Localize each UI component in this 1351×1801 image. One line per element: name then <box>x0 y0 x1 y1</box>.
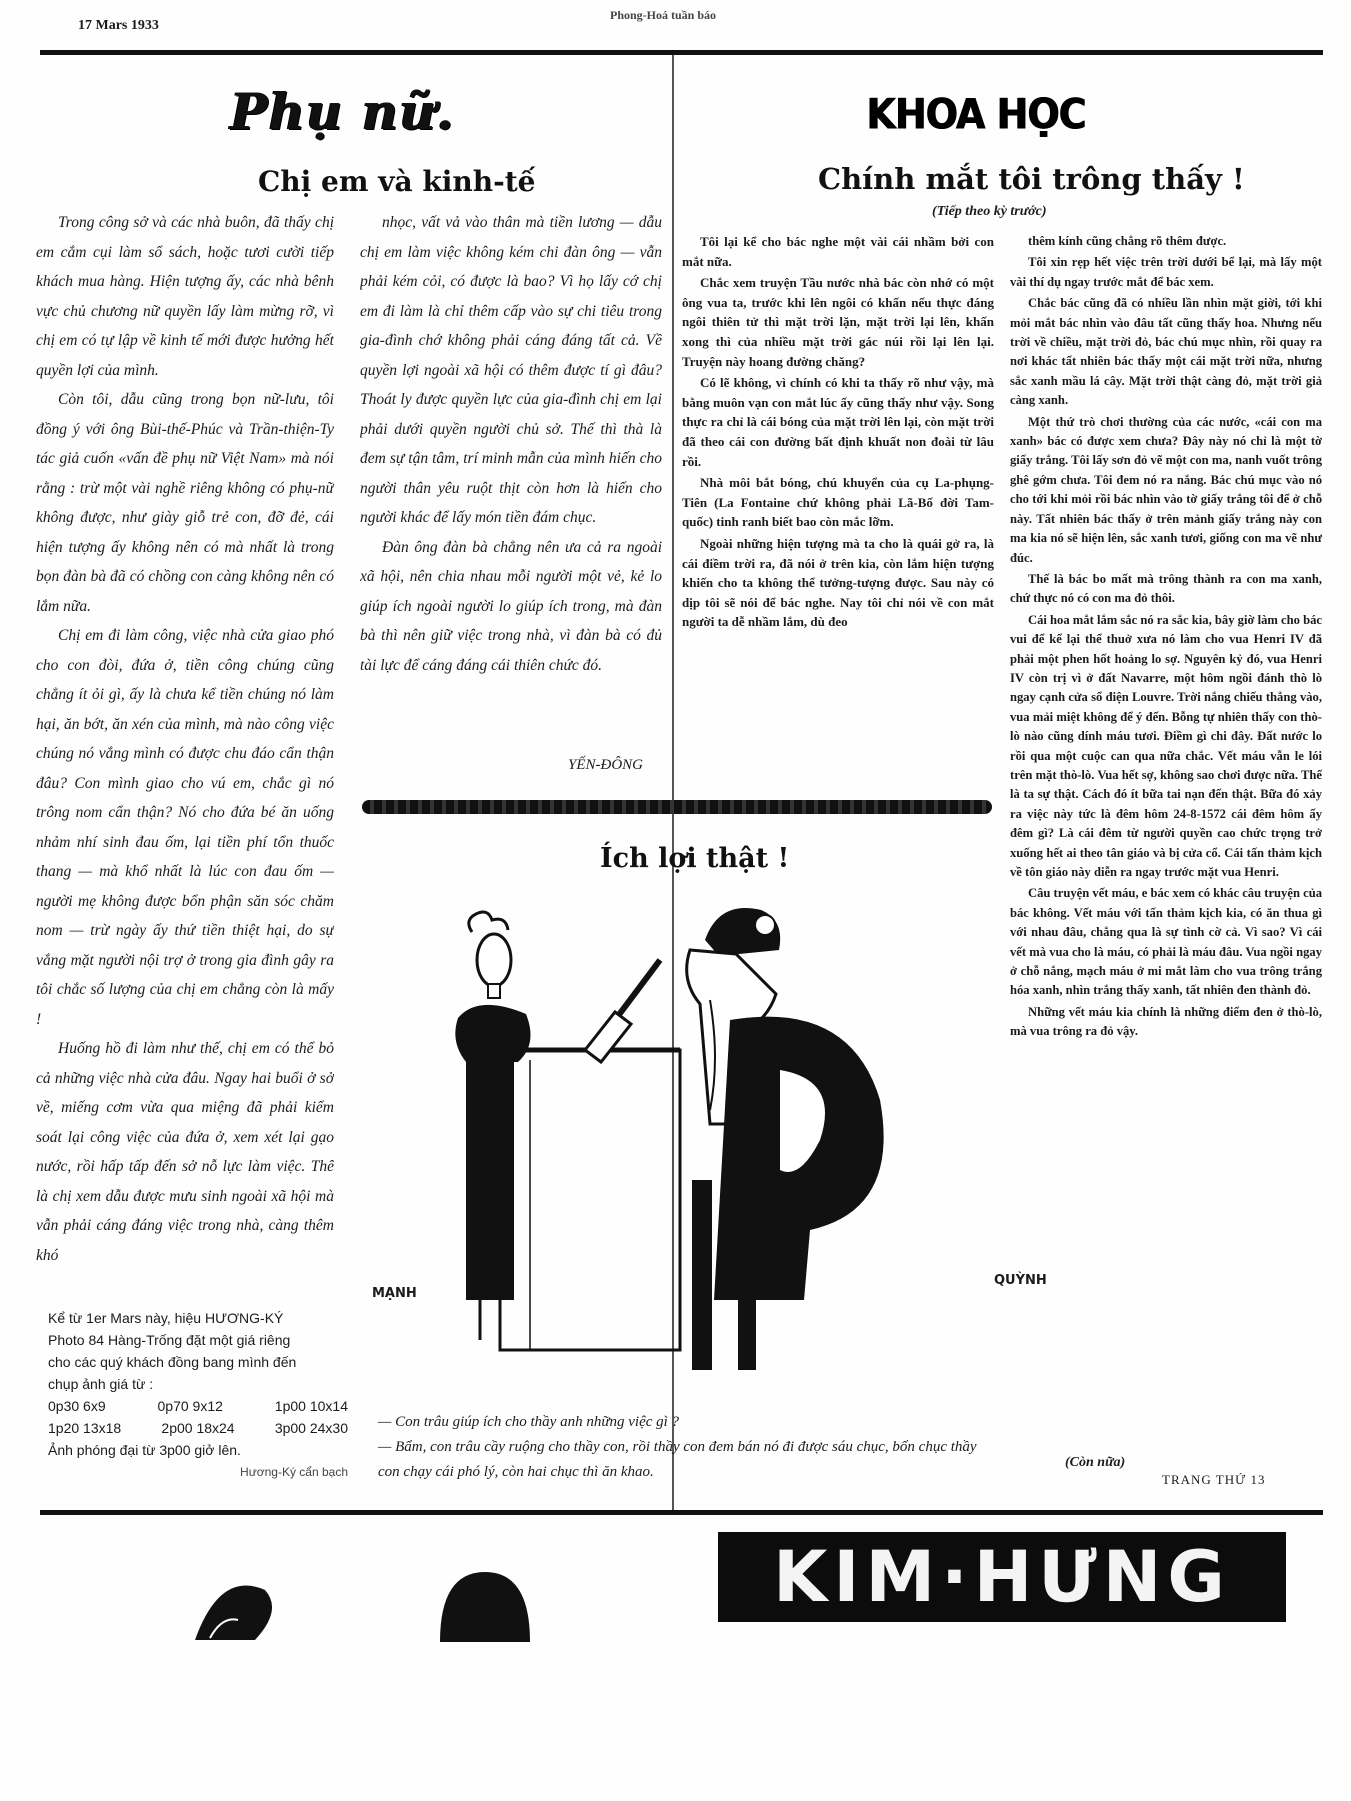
paragraph: Những vết máu kia chính là những điểm đen ở thò-lò, mà vua trông ra đỏ vậy. <box>1010 1004 1322 1039</box>
cartoonist-signature-left: MẠNH <box>372 1286 417 1301</box>
caption-answer: — Bẩm, con trâu cầy ruộng cho thầy con, rồi thầy con đem bán nó đi được sáu chục, bốn chục thầy con chạy cái phó lý, còn hai chục thì ăn khao. <box>378 1439 977 1480</box>
decorative-motifs <box>190 1560 530 1650</box>
phu-nu-column-1 <box>36 208 334 1283</box>
article-subtitle: (Tiếp theo kỳ trước) <box>932 204 1047 219</box>
ad-line: Kể từ 1er Mars này, hiệu HƯƠNG-KÝ <box>48 1310 284 1326</box>
paragraph: Huống hồ đi làm như thế, chị em có thể bỏ cả những việc nhà cửa đâu. Ngay hai buổi ở sở về, miếng cơm vừa qua miệng đã phải kiểm soát lại công việc của đứa ở, xem xét lại gạo nước, rồi hấp tấp đến sở nỗ lực làm việc. Thế là chị xem dẫu được mưu sinh ngoài xã hội mà vẫn phải cáng đáng việc trong nhà, càng thêm khó <box>36 1040 334 1264</box>
paragraph: Chắc xem truyện Tầu nước nhà bác còn nhớ có một ông vua ta, trước khi lên ngôi có khấn nếu thực đáng ngôi thiên tử thì mặt trời lặn, mặt trời lại lên, khấn xong thì của nhiều mặt trời gác núi rồi lại lên lại. Truyện này hoang đường chăng? <box>682 275 994 369</box>
khoa-hoc-column-1 <box>682 232 994 780</box>
cartoon-title: Ích lợi thật ! <box>600 843 790 874</box>
desk <box>500 1050 680 1350</box>
paragraph: thêm kính cũng chẳng rõ thêm được. <box>1028 234 1227 248</box>
price: 1p20 13x18 <box>48 1420 122 1436</box>
ad-line: Ảnh phóng đại từ 3p00 giở lên. <box>48 1442 241 1458</box>
paragraph: Chị em đi làm công, việc nhà cửa giao phó cho con đòi, đứa ở, tiền công chúng cũng chẳng ít ỏi gì, ấy là chưa kể tiền chúng nó làm hại, ăn bớt, ăn xén của mình, mà nào công việc chúng nó vắng mình có được chu đáo cẩn thận đâu? Con mình giao cho vú em, chắc gì nó trông nom cẩn thận? Nó cho đứa bé ăn uống nhảm nhí sinh đau ốm, lại tiền phí tổn thuốc thang — mà khổ nhất là lúc con đau ốm — người mẹ không được bổn phận săn sóc chăm nom — trừ ngày ấy thứ tiền thiệt hại, do sự vắng mặt người nội trợ ở trong gia đình gây ra tôi chắc số lượng của chị em chẳng còn là mấy ! <box>36 627 334 1028</box>
price: 2p00 18x24 <box>161 1420 235 1436</box>
paragraph: Chắc bác cũng đã có nhiều lần nhìn mặt giời, tới khi mỏi mắt bác nhìn vào đâu tất cũng thấy hoa. Nhưng nếu trời về chiều, mặt trời đỏ, bác chú mục nhìn, rồi quay ra nơi khác tất nhiên bác thấy một cái mặt trời nữa, nhưng sắc xanh mầu lá cây. Mặt trời thật càng đỏ, mặt trời giả càng xanh. <box>1010 296 1322 408</box>
khoa-hoc-column-2 <box>1010 232 1322 1477</box>
price: 0p30 6x9 <box>48 1398 106 1414</box>
price: 1p00 10x14 <box>274 1398 348 1414</box>
header-rule <box>40 50 1323 55</box>
paragraph: Đàn ông đàn bà chẳng nên ưa cả ra ngoài xã hội, nên chia nhau mỗi người một vẻ, kẻ lo giúp ích ngoài người lo giúp ích trong, mà đàn bà thì nên giữ việc trong nhà, vì đàn bà có đủ tài lực để cáng đáng cái thiên chức đó. <box>360 538 662 674</box>
price-row <box>48 1395 348 1417</box>
author-signature: YẾN-ĐÔNG <box>568 757 644 773</box>
caption-question: — Con trâu giúp ích cho thầy anh những việc gì ? <box>378 1414 680 1430</box>
paragraph: Câu truyện vết máu, e bác xem có khác câu truyện của bác không. Vết máu với tấn thảm kịch kia, có ăn thua gì với nhau đâu, chẳng qua là sự tình cờ cả. Vì sao? Vì cái vết mà vua cho là máu, có phải là máu đâu. Vua ngồi ngay ở chỗ nắng, mạch máu ở mi mắt làm cho vua trông trắng hóa xanh, nhìn trắng thấy xanh, tất nhiên đen thành đỏ. <box>1010 886 1322 998</box>
paragraph: Nhà môi bắt bóng, chú khuyển của cụ La-phụng-Tiên (La Fontaine chứ không phải Lã-Bố đời Tam-quốc) tinh ranh biết bao còn mắc lỡm. <box>682 475 994 530</box>
paragraph: Trong công sở và các nhà buôn, đã thấy chị em cắm cụi làm sổ sách, hoặc tươi cười tiếp khách mua hàng. Hiện tượng ấy, các nhà bênh vực chủ chương nữ quyền lấy làm mừng rỡ, vì chị em có tự lập về kinh tế mới được hưởng hết quyền lợi của mình. <box>36 214 334 379</box>
paragraph: Tôi lại kể cho bác nghe một vài cái nhầm bởi con mắt nữa. <box>682 234 994 269</box>
official-figure <box>585 908 884 1370</box>
page-label: Phong-Hoá tuần báo <box>610 8 717 22</box>
paragraph: Có lẽ không, vì chính có khi ta thấy rõ như vậy, mà bằng muôn vạn con mắt lúc ấy cũng thấy như vậy. Song thực ra chỉ là cái bóng của mặt trời lên lại, còn mặt trời đã theo cái con đường bất định khuất non đoài từ lâu rồi. <box>682 375 994 469</box>
footer-rule <box>40 1510 1323 1515</box>
ad-sign: Hương-Ký cẩn bạch <box>240 1465 348 1479</box>
article-title-chi-em: Chị em và kinh-tế <box>258 165 536 198</box>
paragraph: Ngoài những hiện tượng mà ta cho là quái gở ra, là cái điềm trời ra, đã nói ở trên kia, còn lắm hiện tượng khiến cho ta không thể tưởng-tượng được. Sau này có dịp tôi sẽ nói để bác nghe. Nay tôi chỉ nói về con mắt người ta dễ nhầm lắm, dù đeo <box>682 535 994 630</box>
price: 3p00 24x30 <box>274 1420 348 1436</box>
price-row <box>48 1417 348 1439</box>
cartoon-illustration <box>360 880 990 1400</box>
price: 0p70 9x12 <box>157 1398 223 1414</box>
continued-note: (Còn nữa) <box>1065 1455 1126 1470</box>
paragraph: Tôi xin rẹp hết việc trên trời dưới bể lại, mà lấy một vài thí dụ ngay trước mắt để bác xem. <box>1010 255 1322 289</box>
paragraph: Cái hoa mắt lắm sắc nó ra sắc kia, bây giờ làm cho bác vui để kể lại thể thuở xưa nó làm cho vua Henri IV đã phải một phen hốt hoảng lo sợ. Nguyên kỷ đó, vua Henri IV còn trị vì ở đất Navarre, một hôm ngồi đánh thò lò ngay cạnh cửa sổ điện Louvre. Trời nắng chiếu thẳng vào, vua mải miệt không để ý đến. Bỗng tự nhiên thấy con thò-lò nào cũng dính máu tươi. Điềm gì chi đây. Đất nước lo rồi qua một cuộc can qua nữa chắc. Vết máu vẫn le lói trên mặt thò-lò. Vua hết sợ, không sao chơi được nữa. Thế là ta sự thật. Cách đó ít bữa tai nạn đến thật. Bữa đó xảy ra việc này tức là đêm hôm 24-8-1572 cái đêm hôm ấy đêm gì? Là cái đêm từ người quyền cao chức trọng trở xuống hết ai theo tân giáo và bị cửa cổ. Cái tấn thảm kịch về tôn giáo này diễn ra ngay trước mặt vua Henri. <box>1010 612 1322 879</box>
huong-ky-advertisement <box>48 1307 348 1483</box>
section-title-phu-nu: Phụ nữ. <box>230 82 455 141</box>
girl-figure <box>455 912 530 1340</box>
ad-line: Photo 84 Hàng-Trống đặt một giá riêng <box>48 1332 291 1348</box>
phu-nu-column-2 <box>360 208 662 748</box>
paragraph: nhọc, vất vả vào thân mà tiền lương — dẫu chị em làm việc không kém chi đàn ông — vẫn phải kém cỏi, có được là bao? Vì họ lấy cớ chị em đi làm là chỉ thêm cấp vào sự chi tiêu trong gia-đình chớ không phải cáng đáng tất cả. Về quyền lợi ngoài xã hội có thêm được tí gì đâu? Thoát ly được quyền lực của gia-đình chị em lại phải dưới quyền người chủ sở. Thế thì thà là đem sự tận tâm, trí minh mẫn của mình hiến cho người thân yêu ruột thịt còn hơn là hiến cho người khác để lấy món tiền đám chục. <box>360 214 662 526</box>
cartoon-top-band <box>362 800 992 814</box>
section-title-khoa-hoc: KHOA HỌC <box>866 89 1086 139</box>
article-title-chinh-mat: Chính mắt tôi trông thấy ! <box>818 162 1245 196</box>
kim-hung-banner: KIM·HƯNG <box>718 1532 1286 1622</box>
paragraph: Thế là bác bo mất mà trông thành ra con ma xanh, chứ thực nó có con ma đỏ thôi. <box>1010 571 1322 606</box>
issue-date: 17 Mars 1933 <box>78 18 159 33</box>
cartoon-caption <box>378 1410 993 1485</box>
paragraph: Một thứ trò chơi thường của các nước, «cái con ma xanh» bác có được xem chưa? Đây này nó chỉ là một tờ giấy trắng. Tôi lấy sơn đỏ vẽ một con ma, nanh vuốt trông ghê gớm chưa. Tôi đem nó ra nắng. Bác chú mục vào nó cho tới khi mỏi rồi bác nhìn vào tờ giấy trắng tôi để ở chỗ này. Tất nhiên bác thấy ở trên mảnh giấy trắng này con ma kia nó sẽ hiện lên, sắc xanh tươi, giống con ma vẽ như đúc. <box>1010 414 1322 565</box>
ad-line: chụp ảnh giá từ : <box>48 1376 154 1392</box>
cartoonist-signature-right: QUỲNH <box>994 1273 1047 1288</box>
ad-line: cho các quý khách đồng bang mình đến <box>48 1354 297 1370</box>
paragraph: Còn tôi, dẫu cũng trong bọn nữ-lưu, tôi đồng ý với ông Bùi-thế-Phúc và Trần-thiện-Ty tác giả cuốn «vấn đề phụ nữ Việt Nam» mà nói rằng : trừ một vài nghề riêng không có phụ-nữ không được, như giày giỗ trẻ con, đỡ đẻ, cái hiện tượng ấy không nên có mà nhất là trong bọn đàn bà đã có chồng con càng không nên có lắm nữa. <box>36 391 334 615</box>
page-number: TRANG THỨ 13 <box>1162 1472 1266 1487</box>
